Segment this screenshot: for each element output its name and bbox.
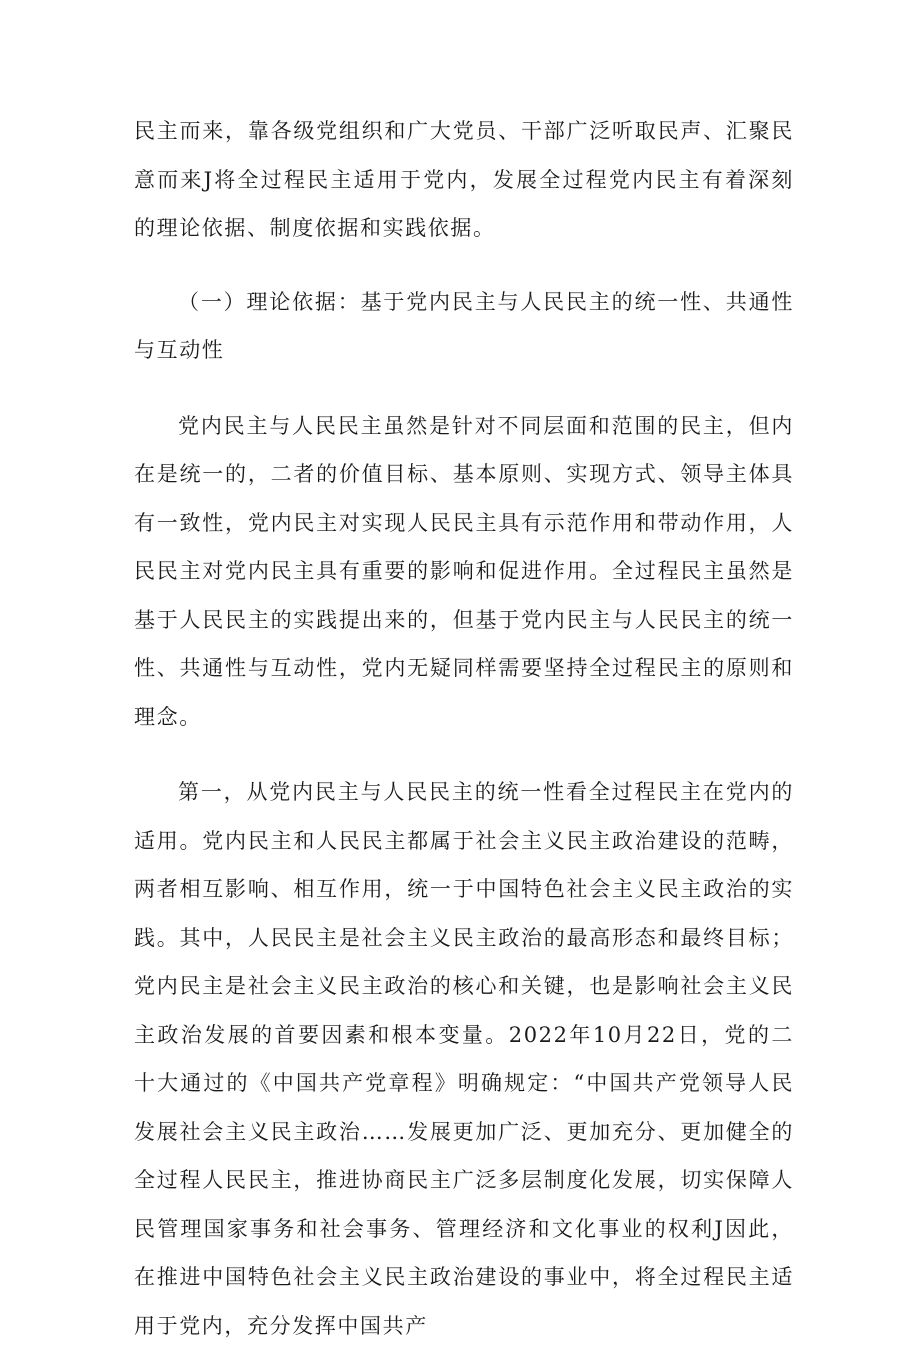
paragraph-theory: 党内民主与人民民主虽然是针对不同层面和范围的民主，但内在是统一的，二者的价值目标、基本原则、实现方式、领导主体具有一致性，党内民主对实现人民民主具有示范作用和带动作用，人民民主对党内民主具有重要的影响和促进作用。全过程民主虽然是基于人民民主的实践提出来的，但基于党内民主与人民民主的统一性、共通性与互动性，党内无疑同样需要坚持全过程民主的原则和理念。 [134,413,794,729]
document-body [134,107,794,1350]
paragraph-continuation: 民主而来，靠各级党组织和广大党员、干部广泛听取民声、汇聚民意而来J将全过程民主适用于党内，发展全过程党内民主有着深刻的理论依据、制度依据和实践依据。 [134,119,794,240]
section-heading: （一）理论依据：基于党内民主与人民民主的统一性、共通性与互动性 [134,289,794,362]
paragraph-first-point: 第一，从党内民主与人民民主的统一性看全过程民主在党内的适用。党内民主和人民民主都属于社会主义民主政治建设的范畴，两者相互影响、相互作用，统一于中国特色社会主义民主政治的实践。其中，人民民主是社会主义民主政治的最高形态和最终目标；党内民主是社会主义民主政治的核心和关键，也是影响社会主义民主政治发展的首要因素和根本变量。2022年10月22日，党的二十大通过的《中国共产党章程》明确规定：“中国共产党领导人民发展社会主义民主政治……发展更加广泛、更加充分、更加健全的全过程人民民主，推进协商民主广泛多层制度化发展，切实保障人民管理国家事务和社会事务、管理经济和文化事业的权利J因此，在推进中国特色社会主义民主政治建设的事业中，将全过程民主适用于党内，充分发挥中国共产 [134,780,794,1338]
